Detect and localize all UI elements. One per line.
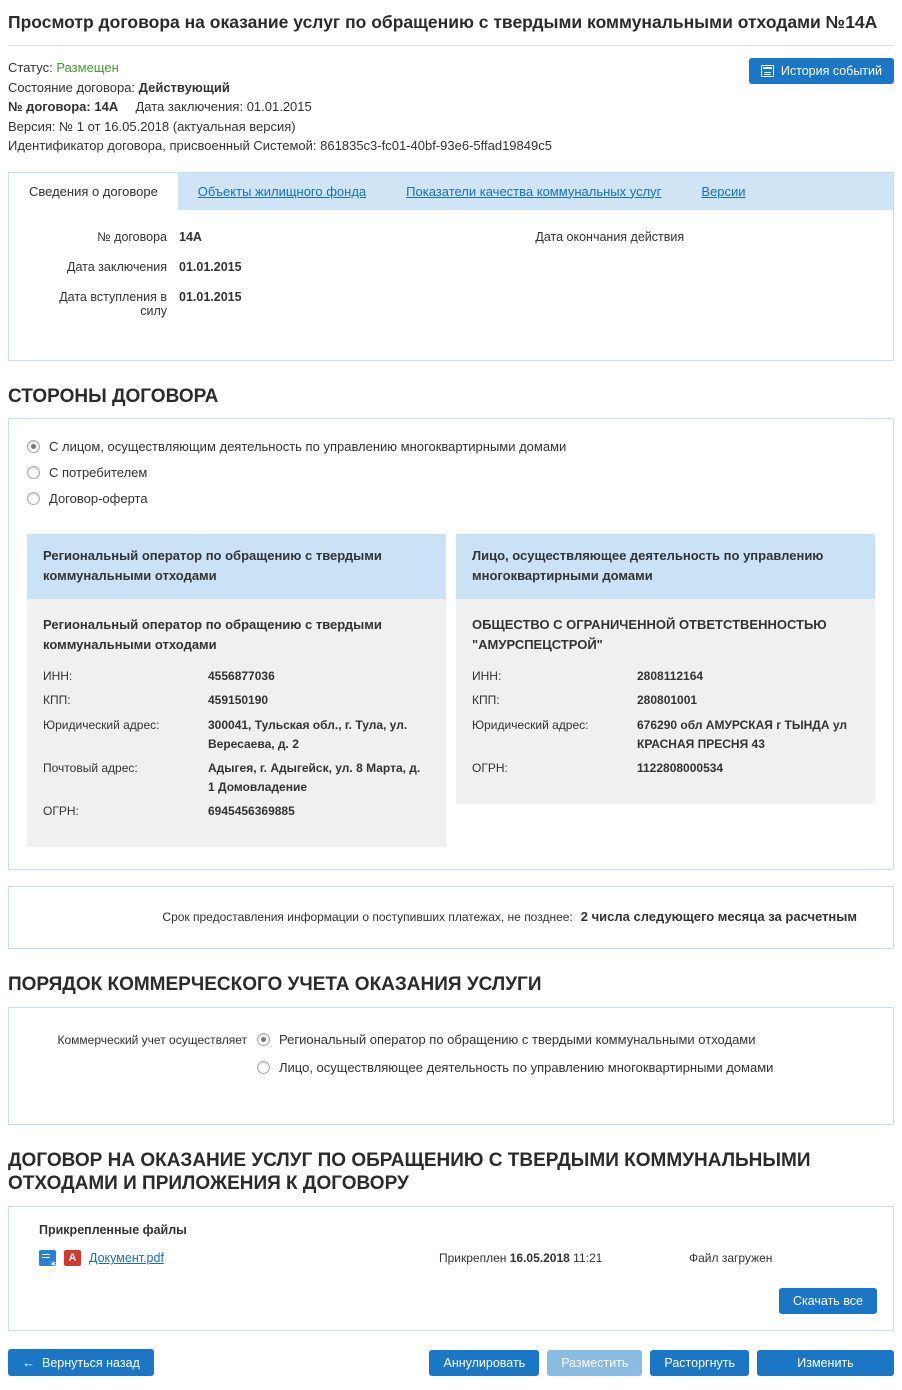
conclusion-date-label: Дата заключения: <box>135 99 244 114</box>
inn-label: ИНН: <box>472 668 502 683</box>
party-type-option-offer <box>27 491 875 506</box>
footer-right-buttons <box>429 1350 894 1376</box>
place-button[interactable]: Разместить <box>547 1350 642 1376</box>
regional-operator-card-header: Региональный оператор по обращению с твердыми коммунальными отходами <box>27 534 446 598</box>
end-date-field-label: Дата окончания действия <box>535 229 685 244</box>
title-divider <box>8 45 894 46</box>
radio-accounting-operator[interactable] <box>257 1033 270 1046</box>
system-id-value: 861835c3-fc01-40bf-93e6-5ffad19849c5 <box>320 138 552 153</box>
conclusion-date-row <box>29 260 535 274</box>
party-cards <box>27 534 875 847</box>
accounting-option-management <box>257 1060 773 1075</box>
footer-actions <box>8 1349 894 1376</box>
legal-address-field <box>472 716 859 753</box>
effective-date-row <box>29 290 535 318</box>
file-row <box>39 1250 877 1266</box>
status-lines <box>8 58 552 156</box>
inn-value: 4556877036 <box>208 668 275 683</box>
end-date-row <box>535 230 873 244</box>
effective-date-field-label: Дата вступления в силу <box>59 289 167 318</box>
management-company-name: ОБЩЕСТВО С ОГРАНИЧЕННОЙ ОТВЕТСТВЕННОСТЬЮ "АМУРСПЕЦСТРОЙ" <box>472 616 827 652</box>
kpp-field <box>43 691 430 710</box>
contract-info-right-column <box>535 230 873 334</box>
radio-offer[interactable] <box>27 492 40 505</box>
contract-number-label: № договора: <box>8 99 91 114</box>
kpp-field <box>472 691 859 710</box>
system-id-line <box>8 136 552 156</box>
calendar-icon <box>761 65 774 77</box>
inn-value: 2808112164 <box>637 668 704 683</box>
tab-quality-indicators[interactable]: Показатели качества коммунальных услуг <box>406 183 662 199</box>
accounting-box <box>8 1007 894 1125</box>
kpp-value: 280801001 <box>637 693 698 708</box>
accounting-label: Коммерческий учет осуществляет <box>57 1032 247 1047</box>
radio-accounting-management[interactable] <box>257 1061 270 1074</box>
kpp-value: 459150190 <box>208 693 269 708</box>
contract-state-line <box>8 78 552 98</box>
state-value: Действующий <box>138 79 230 95</box>
inn-label: ИНН: <box>43 668 73 683</box>
back-button-label: Вернуться назад <box>42 1355 140 1370</box>
management-company-card <box>456 534 875 804</box>
tab-strip <box>9 173 893 210</box>
contract-info-content <box>9 210 893 360</box>
regional-operator-name: Региональный оператор по обращению с твердыми коммунальными отходами <box>43 616 382 652</box>
file-status: Файл загружен <box>689 1251 773 1266</box>
file-cell <box>39 1250 439 1266</box>
legal-address-value: 300041, Тульская обл., г. Тула, ул. Вересаева, д. 2 <box>208 718 408 751</box>
management-company-card-header: Лицо, осуществляющее деятельность по управлению многоквартирными домами <box>456 534 875 598</box>
radio-accounting-management-label: Лицо, осуществляющее деятельность по управлению многоквартирными домами <box>279 1059 774 1075</box>
ogrn-value: 1122808000534 <box>637 761 724 776</box>
contract-number-row <box>29 230 535 244</box>
history-events-label: История событий <box>780 64 882 78</box>
ogrn-value: 6945456369885 <box>208 804 295 819</box>
terminate-button[interactable]: Расторгнуть <box>650 1350 749 1376</box>
attachments-heading: ДОГОВОР НА ОКАЗАНИЕ УСЛУГ ПО ОБРАЩЕНИЮ С ТВЕРДЫМИ КОММУНАЛЬНЫМИ ОТХОДАМИ И ПРИЛОЖЕНИЯ К ДОГОВОРУ <box>8 1149 811 1195</box>
conclusion-date-field-label: Дата заключения <box>67 259 167 274</box>
inn-field <box>472 667 859 686</box>
annul-button[interactable]: Аннулировать <box>429 1350 539 1376</box>
inn-field <box>43 667 430 686</box>
radio-consumer-label: С потребителем <box>49 465 148 481</box>
contract-info-left-column <box>29 230 535 334</box>
status-label: Статус: <box>8 60 53 75</box>
conclusion-date-field-value: 01.01.2015 <box>179 259 242 274</box>
parties-heading: СТОРОНЫ ДОГОВОРА <box>8 385 219 407</box>
payment-term-value: 2 числа следующего месяца за расчетным <box>580 908 857 924</box>
tab-contract-info[interactable]: Сведения о договоре <box>9 173 178 210</box>
system-id-label: Идентификатор договора, присвоенный Системой: <box>8 138 317 153</box>
tab-housing-objects[interactable]: Объекты жилищного фонда <box>197 183 367 199</box>
file-link[interactable]: Документ.pdf <box>89 1251 164 1266</box>
tab-versions[interactable]: Версии <box>701 183 746 199</box>
payment-term-label: Срок предоставления информации о поступивших платежах, не позднее: <box>162 909 573 924</box>
radio-accounting-operator-label: Региональный оператор по обращению с твердыми коммунальными отходами <box>279 1031 756 1047</box>
legal-address-value: 676290 обл АМУРСКАЯ г ТЫНДА ул КРАСНАЯ ПРЕСНЯ 43 <box>637 718 847 751</box>
postal-address-value: Адыгея, г. Адыгейск, ул. 8 Марта, д. 1 Домовладение <box>208 761 421 794</box>
ogrn-field <box>43 802 430 821</box>
accounting-option-operator <box>257 1032 773 1047</box>
attachments-box <box>8 1206 894 1331</box>
arrow-left-icon: ← <box>22 1355 35 1371</box>
version-label: Версия: <box>8 118 56 134</box>
download-all-button[interactable]: Скачать все <box>779 1288 877 1314</box>
radio-consumer[interactable] <box>27 466 40 479</box>
contract-number-field-label: № договора <box>97 229 167 244</box>
edit-button[interactable]: Изменить <box>757 1350 894 1376</box>
payment-term-box <box>8 886 894 949</box>
effective-date-field-value: 01.01.2015 <box>179 289 242 304</box>
party-type-option-management <box>27 439 875 454</box>
party-type-option-consumer <box>27 465 875 480</box>
back-button[interactable] <box>8 1349 154 1376</box>
attached-date-cell <box>439 1251 689 1265</box>
signature-icon <box>39 1250 56 1266</box>
download-row <box>39 1288 877 1314</box>
radio-management-company-label: С лицом, осуществляющим деятельность по управлению многоквартирными домами <box>49 439 567 455</box>
contract-tabs-panel <box>8 172 894 361</box>
regional-operator-card-body <box>27 599 446 847</box>
ogrn-label: ОГРН: <box>43 804 79 819</box>
page-title: Просмотр договора на оказание услуг по обращению с твердыми коммунальными отходами №14А <box>8 12 878 32</box>
postal-address-label: Почтовый адрес: <box>43 761 138 776</box>
attached-date: 16.05.2018 <box>509 1251 570 1266</box>
attached-time: 11:21 <box>573 1251 603 1266</box>
accounting-heading: ПОРЯДОК КОММЕРЧЕСКОГО УЧЕТА ОКАЗАНИЯ УСЛУГИ <box>8 973 542 995</box>
parties-box <box>8 418 894 870</box>
radio-management-company[interactable] <box>27 440 40 453</box>
regional-operator-card <box>27 534 446 847</box>
radio-offer-label: Договор-оферта <box>49 491 148 507</box>
pdf-icon <box>64 1250 81 1266</box>
state-label: Состояние договора: <box>8 79 136 95</box>
accounting-options <box>257 1032 773 1088</box>
version-line <box>8 117 552 137</box>
contract-number-line <box>8 97 552 117</box>
legal-address-label: Юридический адрес: <box>472 718 589 732</box>
history-events-button[interactable] <box>749 58 894 84</box>
kpp-label: КПП: <box>43 693 71 708</box>
attached-files-label: Прикрепленные файлы <box>39 1223 187 1238</box>
attached-label: Прикреплен <box>439 1251 507 1266</box>
postal-address-field <box>43 759 430 796</box>
version-value: № 1 от 16.05.2018 (актуальная версия) <box>59 118 296 134</box>
contract-number-value: 14А <box>94 99 119 114</box>
legal-address-label: Юридический адрес: <box>43 718 160 732</box>
legal-address-field <box>43 716 430 753</box>
management-company-card-body <box>456 599 875 804</box>
status-value: Размещен <box>56 60 119 75</box>
status-block <box>8 58 894 156</box>
conclusion-date-value: 01.01.2015 <box>246 99 312 114</box>
ogrn-field <box>472 759 859 778</box>
kpp-label: КПП: <box>472 693 500 708</box>
ogrn-label: ОГРН: <box>472 761 508 776</box>
status-line <box>8 58 552 78</box>
contract-number-field-value: 14А <box>179 229 202 244</box>
